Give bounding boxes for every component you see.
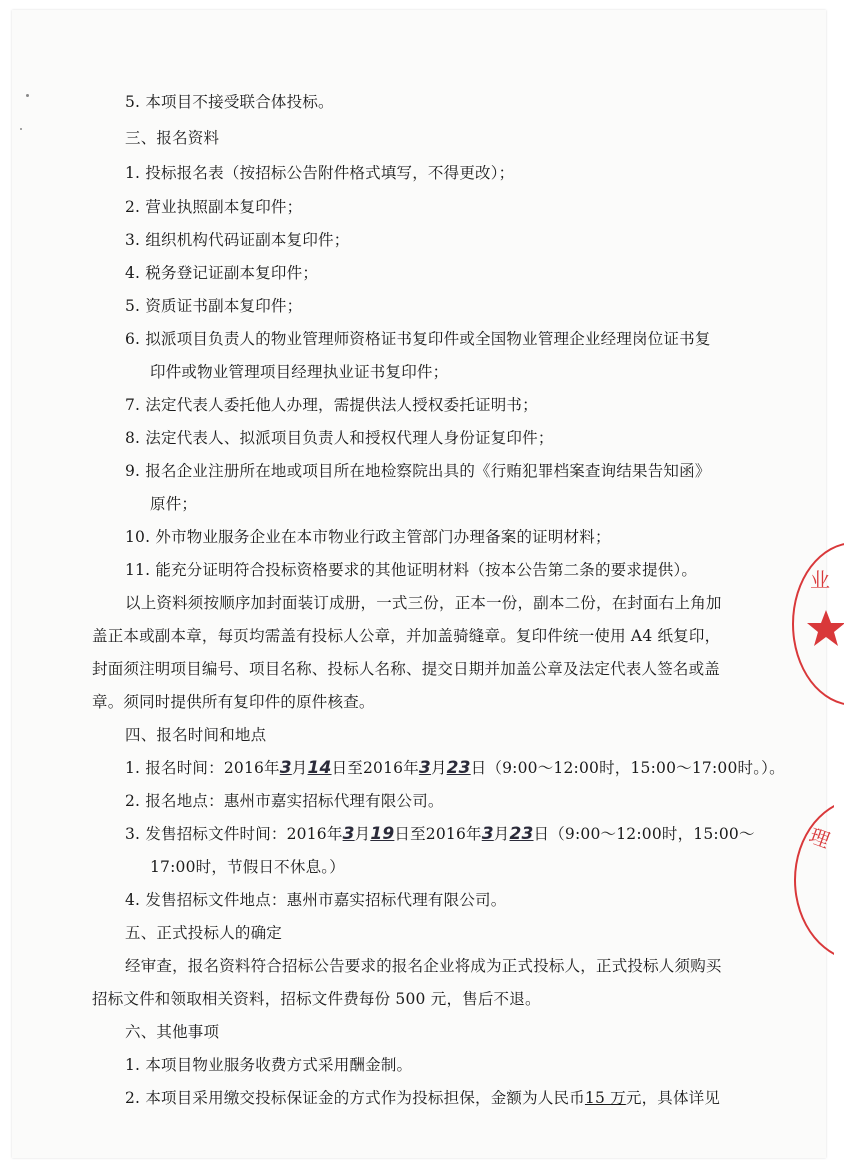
month-label: 月	[291, 759, 308, 777]
handwritten-month: 3	[481, 824, 494, 844]
sale-time-prefix: 3. 发售招标文件时间：2016年	[125, 825, 343, 843]
deposit-amount: 15 万	[584, 1089, 626, 1107]
item-5-no-consortium: 5. 本项目不接受联合体投标。	[125, 93, 334, 111]
binding-paragraph-line2: 盖正本或副本章，每页均需盖有投标人公章，并加盖骑缝章。复印件统一使用 A4 纸复印，	[92, 627, 721, 645]
section-3-heading: 三、报名资料	[125, 129, 220, 147]
document-page	[12, 10, 833, 1158]
scan-speck	[26, 94, 29, 97]
qualification-paragraph-line2: 招标文件和领取相关资料，招标文件费每份 500 元，售后不退。	[92, 990, 541, 1008]
sale-hours: 日（9:00～12:00时，15:00～	[533, 825, 755, 843]
registration-location: 2. 报名地点：惠州市嘉实招标代理有限公司。	[125, 792, 444, 810]
material-item-3: 3. 组织机构代码证副本复印件；	[125, 231, 350, 249]
material-item-10: 10. 外市物业服务企业在本市物业行政主管部门办理备案的证明材料；	[125, 528, 611, 546]
material-item-7: 7. 法定代表人委托他人办理，需提供法人授权委托证明书；	[125, 396, 538, 414]
month-label: 月	[430, 759, 447, 777]
seal-character: 业	[810, 568, 830, 592]
section-6-heading: 六、其他事项	[125, 1023, 220, 1041]
material-item-9-line2: 原件；	[150, 495, 198, 513]
section-5-heading: 五、正式投标人的确定	[125, 924, 283, 942]
material-item-6-line2: 印件或物业管理项目经理执业证书复印件；	[150, 363, 449, 381]
material-item-11: 11. 能充分证明符合投标资格要求的其他证明材料（按本公告第二条的要求提供）。	[125, 561, 698, 579]
handwritten-day: 19	[370, 824, 395, 844]
material-item-5: 5. 资质证书副本复印件；	[125, 297, 303, 315]
handwritten-month: 3	[418, 758, 431, 778]
binding-paragraph-line4: 章。须同时提供所有复印件的原件核查。	[92, 693, 375, 711]
other-item-1: 1. 本项目物业服务收费方式采用酬金制。	[125, 1056, 413, 1074]
handwritten-day: 14	[307, 758, 332, 778]
other-item-2	[125, 1088, 720, 1108]
official-seal-top	[784, 530, 844, 710]
tender-sale-time-line2: 17:00时，节假日不休息。）	[150, 858, 345, 876]
registration-hours: 日（9:00～12:00时，15:00～17:00时。）。	[470, 759, 785, 777]
official-seal-bottom	[784, 790, 834, 970]
month-label: 月	[493, 825, 510, 843]
registration-time-prefix: 1. 报名时间：2016年	[125, 759, 280, 777]
material-item-2: 2. 营业执照副本复印件；	[125, 198, 303, 216]
qualification-paragraph-line1: 经审查，报名资料符合招标公告要求的报名企业将成为正式投标人，正式投标人须购买	[125, 957, 722, 975]
scan-speck	[20, 128, 22, 130]
material-item-6-line1: 6. 拟派项目负责人的物业管理师资格证书复印件或全国物业管理企业经理岗位证书复	[125, 330, 711, 348]
material-item-8: 8. 法定代表人、拟派项目负责人和授权代理人身份证复印件；	[125, 429, 554, 447]
seal-character: 理	[805, 823, 833, 853]
seal-star-icon	[806, 608, 844, 648]
tender-sale-time-line1	[125, 824, 755, 844]
handwritten-day: 23	[509, 824, 534, 844]
date-range-mid: 日至2016年	[331, 759, 419, 777]
material-item-4: 4. 税务登记证副本复印件；	[125, 264, 319, 282]
date-range-mid: 日至2016年	[394, 825, 482, 843]
material-item-1: 1. 投标报名表（按招标公告附件格式填写，不得更改）；	[125, 164, 515, 182]
handwritten-month: 3	[279, 758, 292, 778]
registration-time	[125, 758, 785, 778]
binding-paragraph-line3: 封面须注明项目编号、项目名称、投标人名称、提交日期并加盖公章及法定代表人签名或盖	[92, 660, 721, 678]
section-4-heading: 四、报名时间和地点	[125, 726, 267, 744]
deposit-suffix: 元，具体详见	[625, 1089, 721, 1107]
handwritten-day: 23	[446, 758, 471, 778]
material-item-9-line1: 9. 报名企业注册所在地或项目所在地检察院出具的《行贿犯罪档案查询结果告知函》	[125, 462, 711, 480]
handwritten-month: 3	[342, 824, 355, 844]
deposit-text: 2. 本项目采用缴交投标保证金的方式作为投标担保，金额为人民币	[125, 1089, 585, 1107]
month-label: 月	[354, 825, 371, 843]
tender-sale-location: 4. 发售招标文件地点：惠州市嘉实招标代理有限公司。	[125, 891, 507, 909]
binding-paragraph-line1: 以上资料须按顺序加封面装订成册，一式三份，正本一份，副本二份，在封面右上角加	[125, 594, 722, 612]
